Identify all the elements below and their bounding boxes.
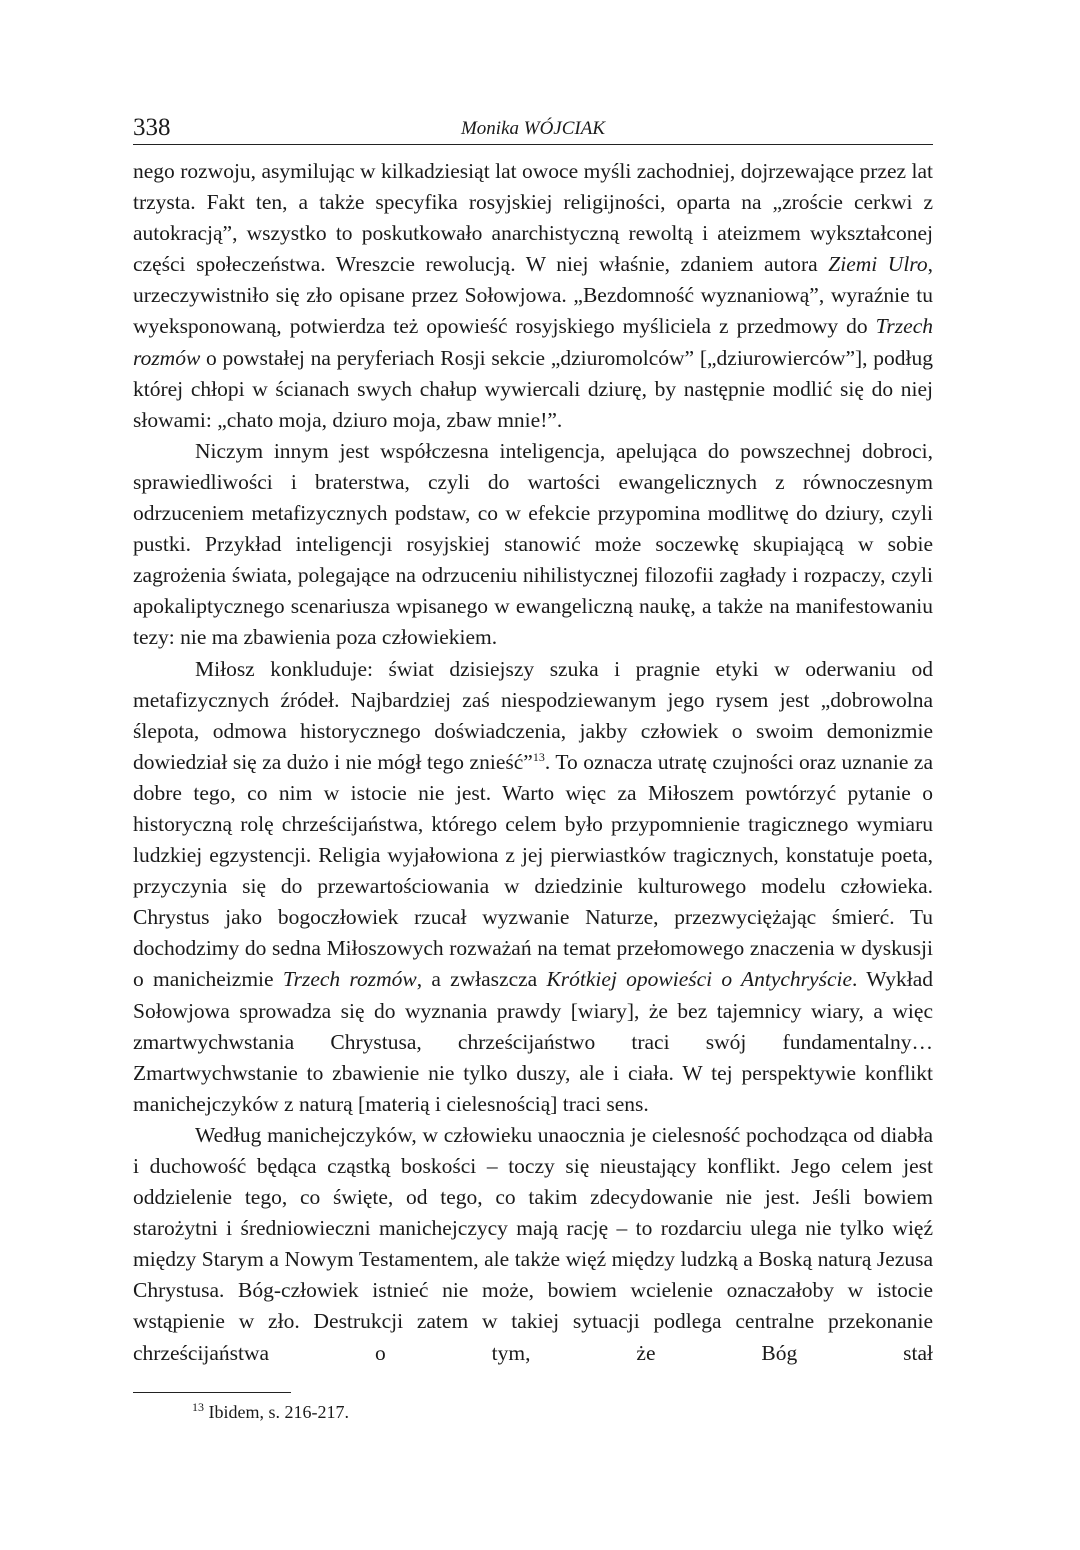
title-trzech-rozmow: Trzech rozmów [133,314,933,370]
paragraph-text: . To oznacza utratę czujności oraz uznanie za dobre tego, co nim w istocie nie jest. Warto więc za Miłoszem powtórzyć pytanie o historyczną rolę chrześcijaństwa, którego celem było przypomnienie tragicznego wymiaru ludzkiej egzystencji. Religia wyjałowiona z jej pierwiastków tragicznych, konstatuje poeta, przyczynia się do przewartościowania w dziedzinie kulturowego modelu człowieka. Chrystus jako bogoczłowiek rzucał wyzwanie Naturze, przezwyciężając śmierć. Tu dochodzimy do sedna Miłoszowych rozważań na temat przełomowego znaczenia w dyskusji o manicheizmie [133,749,933,992]
footnote-text: Ibidem, s. 216-217. [204,1402,349,1422]
paragraph-text: nego rozwoju, asymilując w kilkadziesiąt lat owoce myśli zachodniej, dojrzewające przez lat trzysta. Fakt ten, a także specyfika rosyjskiej religijności, oparta na „zroście cerkwi z autokracją”, wszystko to poskutkowało anarchistyczną rewoltą i ateizmem wykształconej części społeczeństwa. Wreszcie rewolucją. W niej właśnie, zdaniem autora [133,159,933,277]
paragraph-text: o powstałej na peryferiach Rosji sekcie „dziuromolców” [„dziurowierców”], podług której chłopi w ścianach swych chałup wywiercali dziurę, by następnie modlić się do niej słowami: „chato moja, dziuro moja, zbaw mnie!”. [133,345,933,432]
paragraph-2: Niczym innym jest współczesna inteligencja, apelująca do powszechnej dobroci, sprawiedliwości i braterstwa, czyli do wartości ewangelicznych z równoczesnym odrzuceniem metafizycznych podstaw, co w efekcie przypomina modlitwę do dziury, czyli pustki. Przykład inteligencji rosyjskiej stanowić może soczewkę skupiającą w sobie zagrożenia świata, polegające na odrzuceniu nihilistycznej filozofii zagłady i rozpaczy, czyli apokaliptycznego scenariusza wpisanego w ewangeliczną naukę, a także na manifestowaniu tezy: nie ma zbawienia poza człowiekiem. [133,438,933,650]
title-ziemi-ulro: Ziemi Ulro [828,252,928,277]
title-trzech-rozmow: Trzech rozmów [282,967,417,992]
paragraph-text: Miłosz konkluduje: świat dzisiejszy szuka i pragnie etyki w oderwaniu od metafizycznych źródeł. Najbardziej zaś niespodziewanym jego rysem jest „dobrowolna ślepota, odmowa historycznego doświadczenia, jakby człowiek o swoim demonizmie dowiedział się za dużo i nie mógł tego znieść” [133,656,933,774]
running-head: Monika WÓJCIAK [460,118,606,139]
paragraph-text: . Wykład Sołowjowa sprowadza się do wyznania prawdy [wiary], że bez tajemnicy wiary, a więc zmartwychwstania Chrystusa, chrześcijaństwo traci swój fundamentalny… Zmartwychwstanie to zbawienie nie tylko duszy, ale i ciała. W tej perspektywie konflikt manichejczyków z naturą [materią i cielesnością] traci sens. [133,967,933,1116]
paragraph-text: , urzeczywistniło się zło opisane przez Sołowjowa. „Bezdomność wyznaniową”, wyraźnie tu wyeksponowaną, potwierdza też opowieść rosyjskiego myśliciela z przedmowy do [133,252,933,339]
page-header [133,112,933,145]
paragraph-3 [133,654,933,1120]
paragraph-1 [133,156,933,436]
footnote-number: 13 [192,1400,204,1414]
title-krotkiej-opowiesci: Krótkiej opowieści o Antychryście [546,967,852,992]
page-number: 338 [133,114,171,141]
footnote-reference[interactable]: 13 [532,749,545,764]
footnote [192,1400,349,1424]
body-text [133,156,933,1369]
paragraph-4: Według manichejczyków, w człowieku unaocznia je cielesność pochodząca od diabła i duchowość będąca cząstką boskości – toczy się nieustający konflikt. Jego celem jest oddzielenie tego, co święte, od tego, co takim zdecydowanie nie jest. Jeśli bowiem starożytni i średniowieczni manichejczycy mają rację – to rozdarciu ulega nie tylko więź między Starym a Nowym Testamentem, ale także więź między ludzką a Boską naturą Jezusa Chrystusa. Bóg-człowiek istnieć nie może, bowiem wcielenie oznaczałoby w istocie wstąpienie w zło. Destrukcji zatem w takiej sytuacji podlega centralne przekonanie chrześcijaństwa o tym, że Bóg stał [133,1122,933,1365]
footnote-separator [133,1392,291,1393]
paragraph-text: , a zwłaszcza [416,967,547,992]
